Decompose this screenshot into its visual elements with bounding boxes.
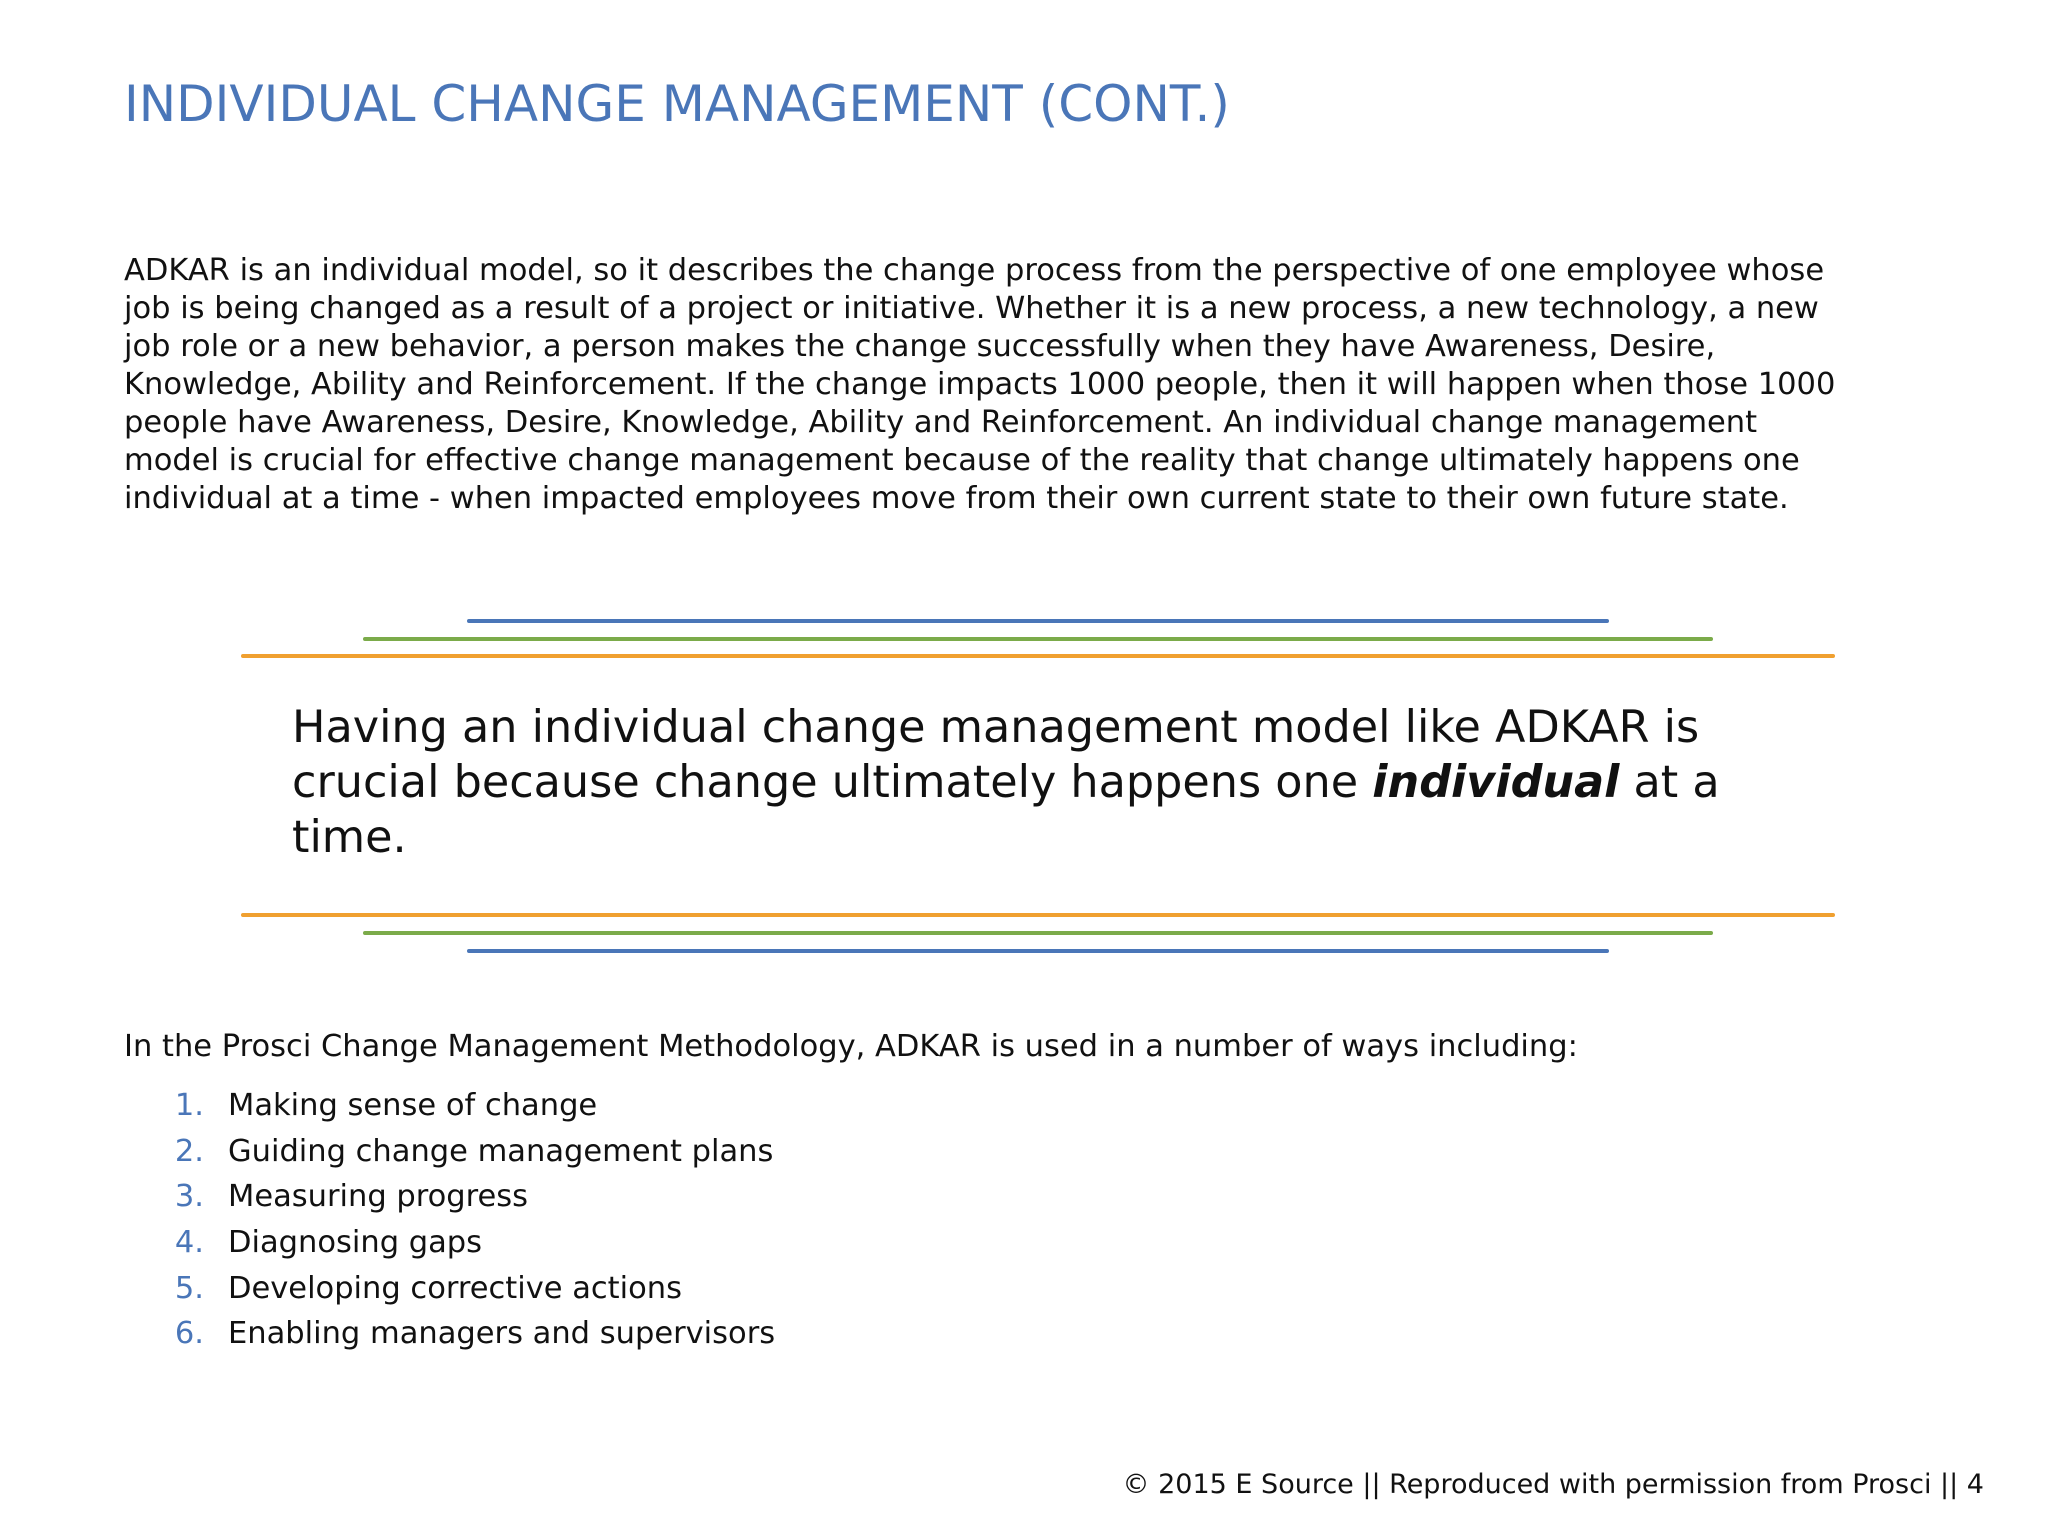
intro-line: model is crucial for effective change management because of the reality that change ultimately happens one bbox=[124, 443, 1800, 478]
uses-list bbox=[124, 1083, 775, 1357]
intro-line: people have Awareness, Desire, Knowledge, Ability and Reinforcement. An individual change management bbox=[124, 405, 1758, 440]
pull-quote-text: crucial because change ultimately happens one bbox=[292, 757, 1373, 808]
footer-copyright: © 2015 E Source || Reproduced with permission from Prosci || 4 bbox=[1122, 1469, 1984, 1500]
quote-top-rule-orange bbox=[241, 654, 1835, 658]
intro-line: Knowledge, Ability and Reinforcement. If the change impacts 1000 people, then it will happen when those 1000 bbox=[124, 367, 1836, 402]
quote-bottom-rule-blue bbox=[467, 949, 1609, 953]
list-number: 2. bbox=[174, 1133, 204, 1169]
quote-bottom-rule-green bbox=[363, 931, 1713, 935]
list-item bbox=[124, 1174, 775, 1220]
pull-quote-line: time. bbox=[292, 812, 407, 863]
list-text: Diagnosing gaps bbox=[228, 1225, 483, 1261]
quote-top-rule-green bbox=[363, 637, 1713, 641]
list-number: 1. bbox=[174, 1088, 204, 1124]
pull-quote-line: Having an individual change management model like ADKAR is bbox=[292, 702, 1700, 753]
intro-paragraph bbox=[124, 252, 1954, 518]
list-text: Measuring progress bbox=[228, 1179, 529, 1215]
list-item bbox=[124, 1129, 775, 1175]
list-item bbox=[124, 1265, 775, 1311]
list-number: 3. bbox=[174, 1179, 204, 1215]
list-item bbox=[124, 1083, 775, 1129]
list-number: 6. bbox=[174, 1316, 204, 1352]
pull-quote-text: at a bbox=[1619, 757, 1720, 808]
list-number: 5. bbox=[174, 1270, 204, 1306]
list-text: Making sense of change bbox=[228, 1088, 598, 1124]
pull-quote-line bbox=[292, 755, 1812, 810]
list-text: Developing corrective actions bbox=[228, 1270, 682, 1306]
intro-line: job role or a new behavior, a person makes the change successfully when they have Awareness, Desire, bbox=[124, 329, 1716, 364]
list-item bbox=[124, 1311, 775, 1357]
intro-line: individual at a time - when impacted employees move from their own current state to their own future state. bbox=[124, 481, 1789, 516]
pull-quote-emphasis: individual bbox=[1372, 757, 1620, 808]
uses-intro: In the Prosci Change Management Methodology, ADKAR is used in a number of ways including: bbox=[124, 1029, 1578, 1064]
page-title: INDIVIDUAL CHANGE MANAGEMENT (CONT.) bbox=[124, 75, 1230, 133]
list-number: 4. bbox=[174, 1225, 204, 1261]
list-text: Enabling managers and supervisors bbox=[228, 1316, 776, 1352]
list-item bbox=[124, 1220, 775, 1266]
quote-bottom-rule-orange bbox=[241, 913, 1835, 917]
intro-line: job is being changed as a result of a project or initiative. Whether it is a new process, a new technology, a new bbox=[124, 291, 1819, 326]
quote-top-rule-blue bbox=[467, 619, 1609, 623]
pull-quote bbox=[292, 700, 1812, 865]
list-text: Guiding change management plans bbox=[228, 1133, 774, 1169]
intro-line: ADKAR is an individual model, so it describes the change process from the perspective of one employee whose bbox=[124, 253, 1825, 288]
